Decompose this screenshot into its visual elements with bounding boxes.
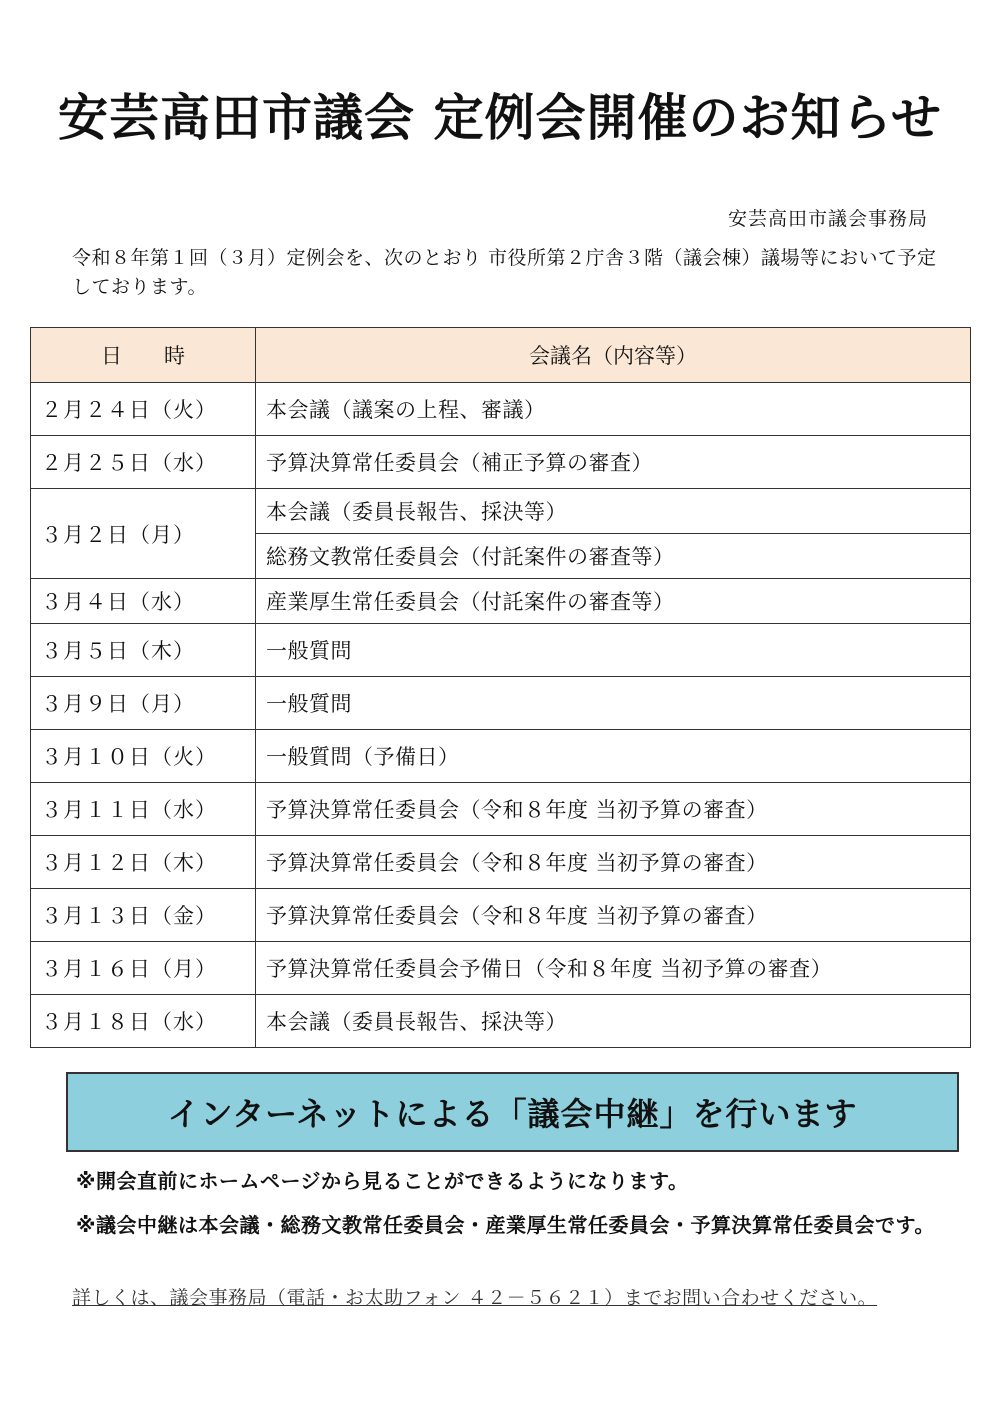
row-meeting: 一般質問 [256, 624, 971, 677]
table-row [31, 730, 971, 783]
row-meeting: 一般質問（予備日） [256, 730, 971, 783]
table-row [31, 783, 971, 836]
table-row [31, 889, 971, 942]
row-date: ３月１１日（水） [31, 783, 256, 836]
contact-info: 詳しくは、議会事務局（電話・お太助フォン ４２－５６２１）までお問い合わせください。 [72, 1287, 878, 1309]
header-meeting: 会議名（内容等） [256, 328, 971, 383]
header-date: 日 時 [31, 328, 256, 383]
row-date: ２月２５日（水） [31, 436, 256, 489]
schedule-table [30, 327, 971, 1048]
table-row [31, 383, 971, 436]
table-row [31, 579, 971, 624]
row-meeting: 予算決算常任委員会予備日（令和８年度 当初予算の審査） [256, 942, 971, 995]
row-meeting: 予算決算常任委員会（令和８年度 当初予算の審査） [256, 836, 971, 889]
broadcast-banner: インターネットによる「議会中継」を行います [66, 1072, 959, 1152]
row-date: ３月１３日（金） [31, 889, 256, 942]
row-meeting: 予算決算常任委員会（補正予算の審査） [256, 436, 971, 489]
table-row [31, 436, 971, 489]
table-row [31, 489, 971, 534]
table-row [31, 942, 971, 995]
row-date: ２月２４日（火） [31, 383, 256, 436]
table-header-row [31, 328, 971, 383]
row-meeting: 総務文教常任委員会（付託案件の審査等） [256, 534, 971, 579]
row-meeting: 本会議（委員長報告、採決等） [256, 489, 971, 534]
row-meeting: 予算決算常任委員会（令和８年度 当初予算の審査） [256, 889, 971, 942]
row-meeting: 産業厚生常任委員会（付託案件の審査等） [256, 579, 971, 624]
note-broadcast-timing: ※開会直前にホームページから見ることができるようになります。 [76, 1169, 689, 1193]
row-date: ３月９日（月） [31, 677, 256, 730]
row-meeting: 本会議（委員長報告、採決等） [256, 995, 971, 1048]
page-title: 安芸高田市議会 定例会開催のお知らせ [58, 89, 942, 147]
row-meeting: 予算決算常任委員会（令和８年度 当初予算の審査） [256, 783, 971, 836]
row-date: ３月５日（木） [31, 624, 256, 677]
row-meeting: 一般質問 [256, 677, 971, 730]
row-date: ３月１８日（水） [31, 995, 256, 1048]
table-row [31, 836, 971, 889]
row-date: ３月２日（月） [31, 489, 256, 579]
issuer: 安芸高田市議会事務局 [727, 208, 928, 230]
note-broadcast-scope: ※議会中継は本会議・総務文教常任委員会・産業厚生常任委員会・予算決算常任委員会です。 [76, 1213, 935, 1237]
table-row [31, 995, 971, 1048]
row-meeting: 本会議（議案の上程、審議） [256, 383, 971, 436]
table-row [31, 677, 971, 730]
table-row [31, 624, 971, 677]
intro-text: 令和８年第１回（３月）定例会を、次のとおり 市役所第２庁舎３階（議会棟）議場等において予定しております。 [72, 247, 937, 298]
row-date: ３月１６日（月） [31, 942, 256, 995]
row-date: ３月１０日（火） [31, 730, 256, 783]
row-date: ３月４日（水） [31, 579, 256, 624]
row-date: ３月１２日（木） [31, 836, 256, 889]
